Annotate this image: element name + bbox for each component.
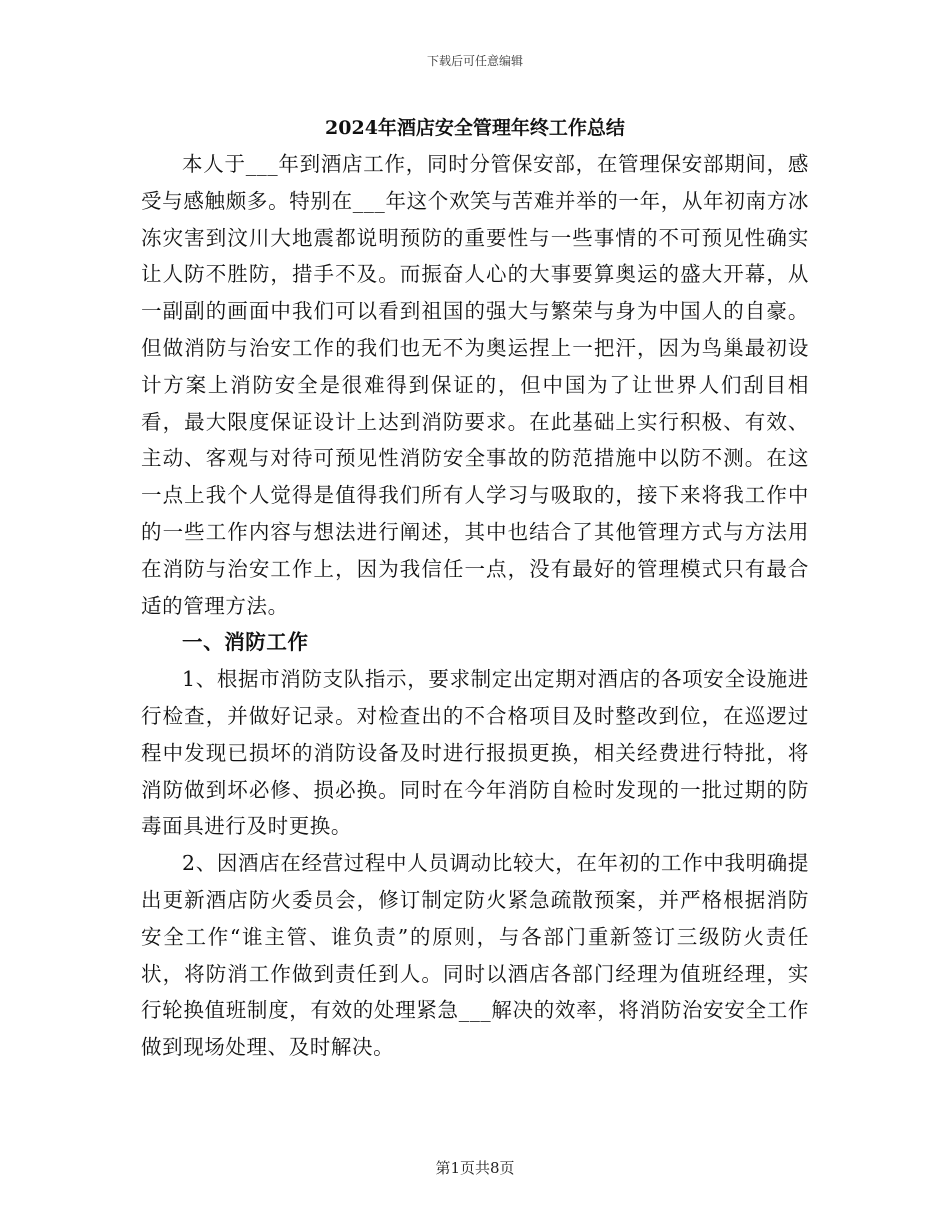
document-body	[141, 110, 809, 1066]
document-title: 2024年酒店安全管理年终工作总结	[325, 117, 625, 139]
section-heading-fire-safety: 一、消防工作	[182, 630, 309, 655]
paragraph-item-2: 2、因酒店在经营过程中人员调动比较大，在年初的工作中我明确提出更新酒店防火委员会，修订制定防火紧急疏散预案，并严格根据消防安全工作“谁主管、谁负责”的原则，与各部门重新签订三级防火责任状，将防消工作做到责任到人。同时以酒店各部门经理为值班经理，实行轮换值班制度，有效的处理紧急___解决的效率，将消防治安安全工作做到现场处理、及时解决。	[141, 851, 809, 1060]
page-number-footer: 第1页共8页	[435, 1159, 515, 1177]
intro-paragraph: 本人于___年到酒店工作，同时分管保安部，在管理保安部期间，感受与感触颇多。特别在___年这个欢笑与苦难并举的一年，从年初南方冰冻灾害到汶川大地震都说明预防的重要性与一些事情的不可预见性确实让人防不胜防，措手不及。而振奋人心的大事要算奥运的盛大开幕，从一副副的画面中我们可以看到祖国的强大与繁荣与身为中国人的自豪。但做消防与治安工作的我们也无不为奥运捏上一把汗，因为鸟巢最初设计方案上消防安全是很难得到保证的，但中国为了让世界人们刮目相看，最大限度保证设计上达到消防要求。在此基础上实行积极、有效、主动、客观与对待可预见性消防安全事故的防范措施中以防不测。在这一点上我个人觉得是值得我们所有人学习与吸取的，接下来将我工作中的一些工作内容与想法进行阐述，其中也结合了其他管理方式与方法用在消防与治安工作上，因为我信任一点，没有最好的管理模式只有最合适的管理方法。	[141, 152, 809, 618]
paragraph-item-1: 1、根据市消防支队指示，要求制定出定期对酒店的各项安全设施进行检查，并做好记录。对检查出的不合格项目及时整改到位，在巡逻过程中发现已损坏的消防设备及时进行报损更换，相关经费进行特批，将消防做到坏必修、损必换。同时在今年消防自检时发现的一批过期的防毒面具进行及时更换。	[141, 667, 809, 839]
header-note: 下载后可任意编辑	[426, 54, 523, 68]
